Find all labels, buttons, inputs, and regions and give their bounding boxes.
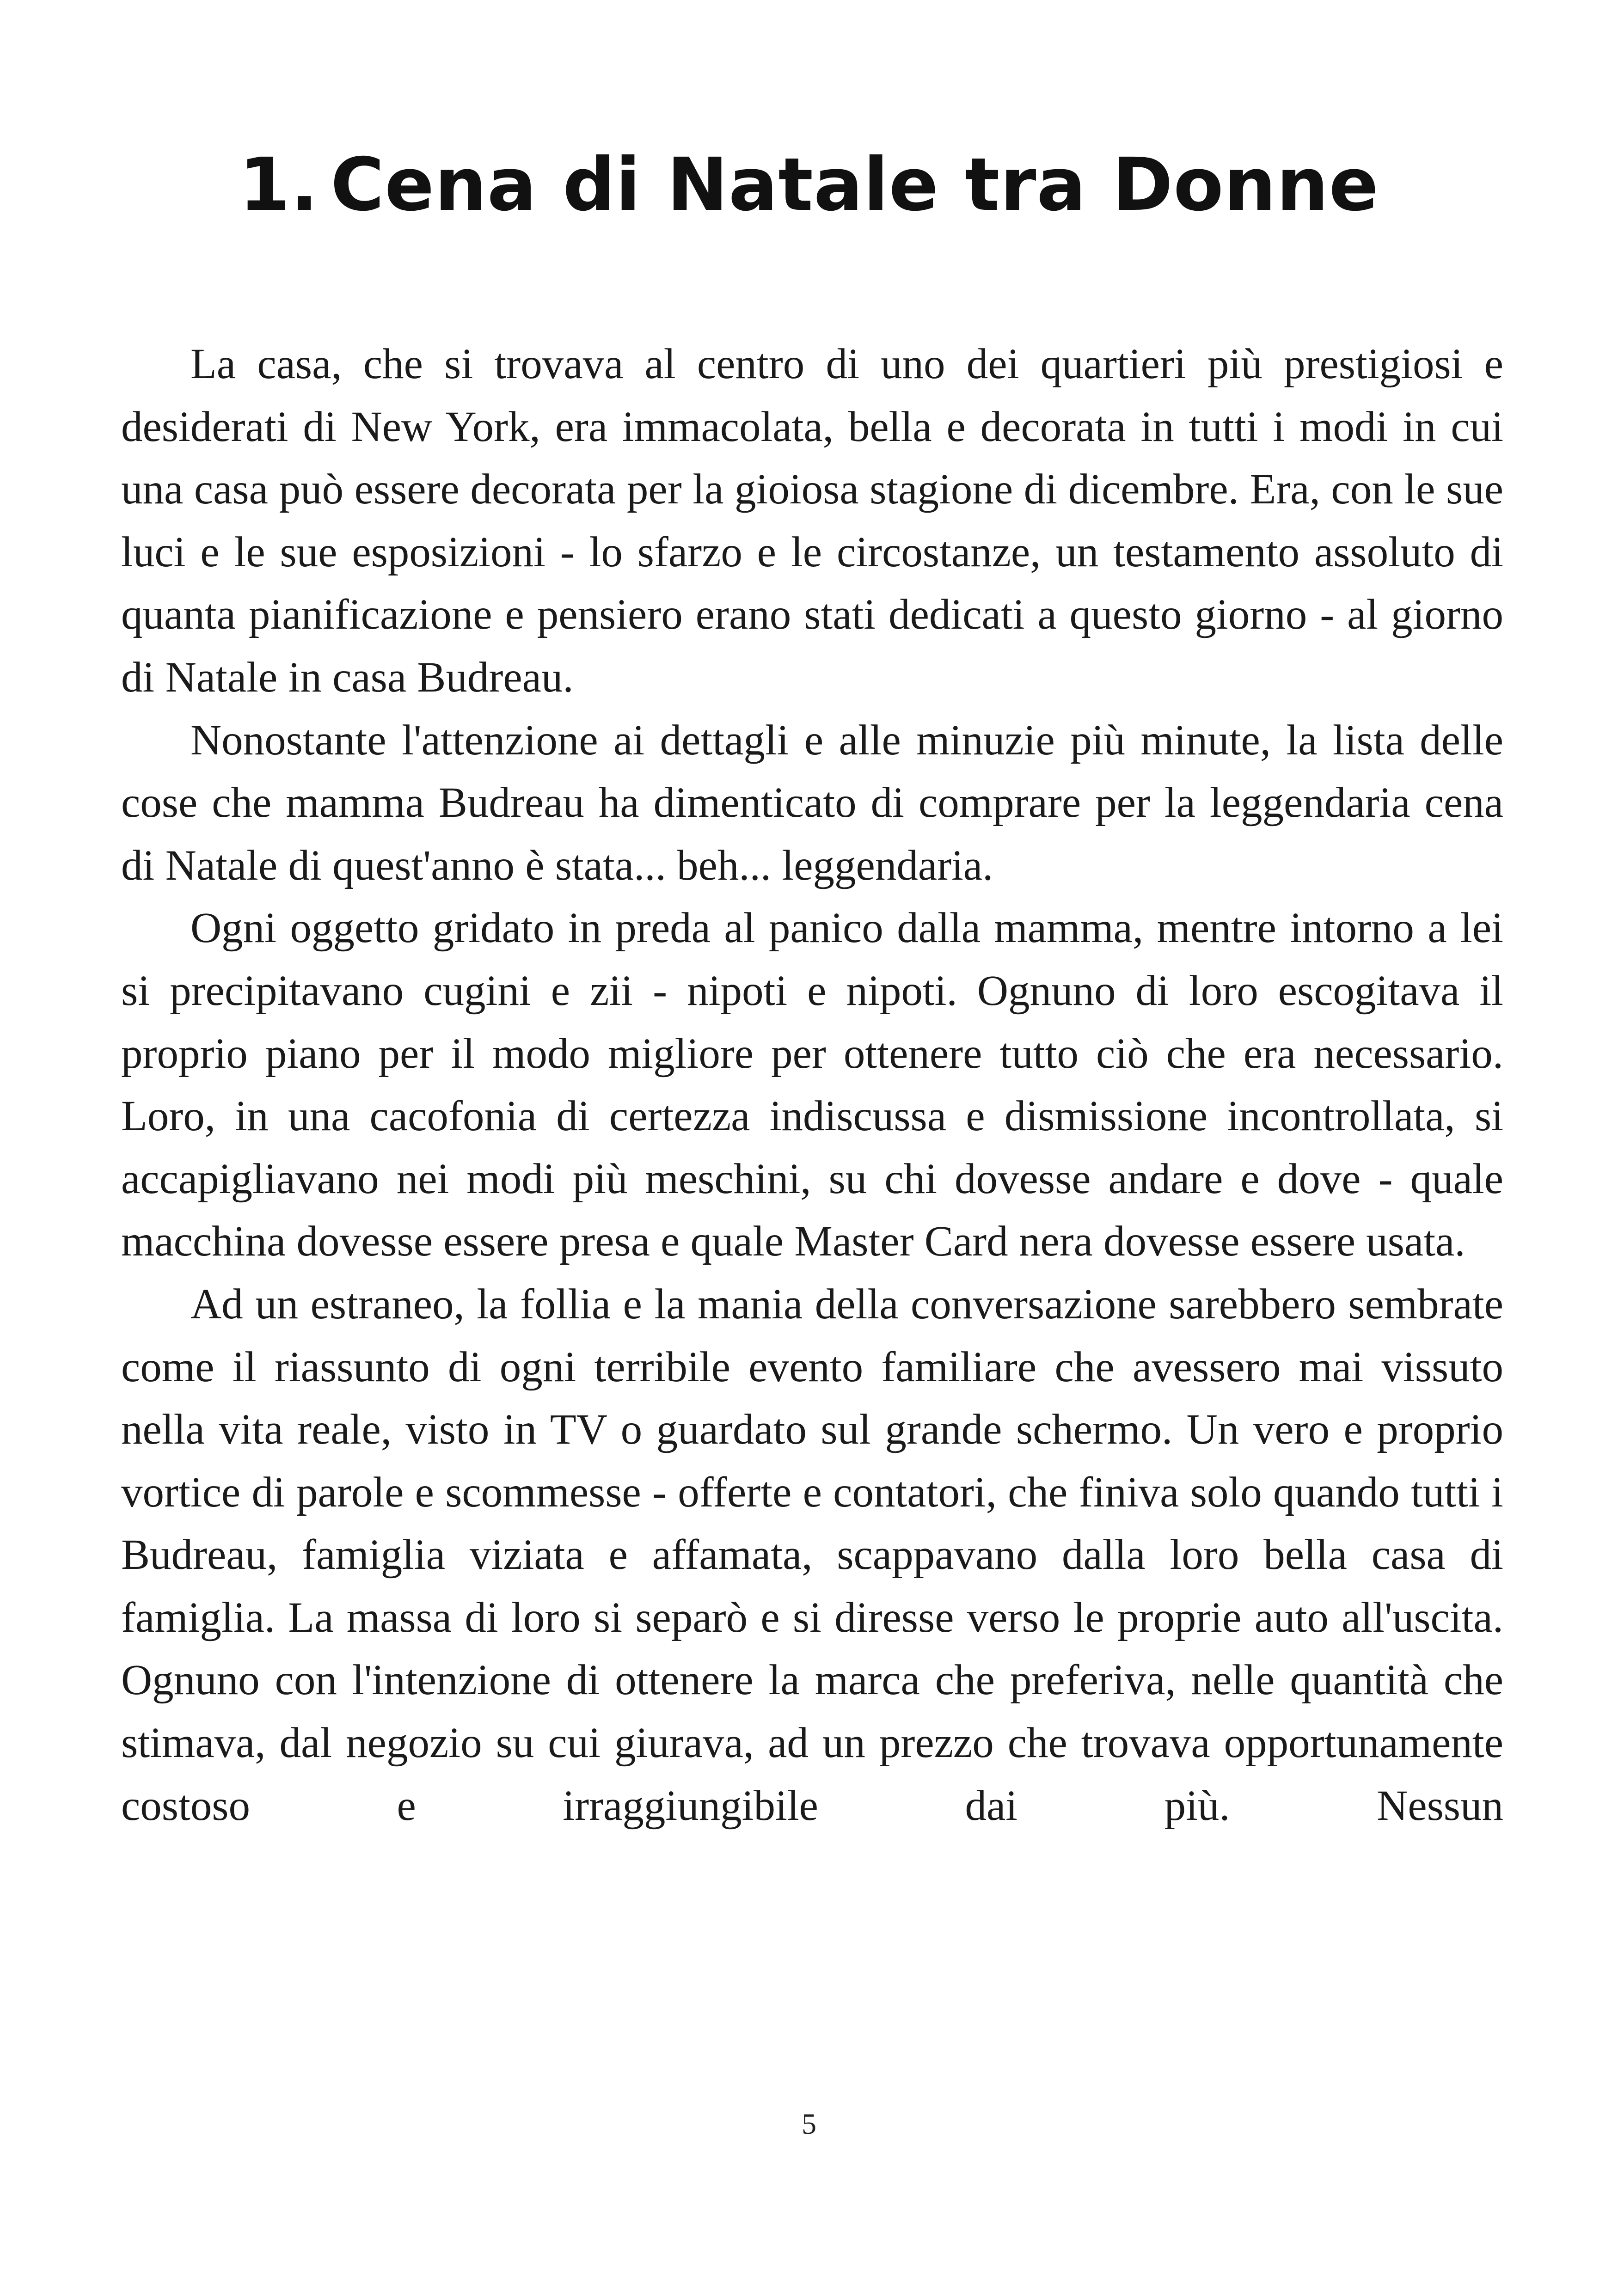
body-text	[121, 333, 1503, 1837]
paragraph: Nonostante l'attenzione ai dettagli e alle minuzie più minute, la lista delle cose che mamma Budreau ha dimenticato di comprare per la leggendaria cena di Natale di quest'anno è stata... beh... leggendaria.	[121, 716, 1503, 889]
paragraph: Ad un estraneo, la follia e la mania della conversazione sarebbero sembrate come il riassunto di ogni terribile evento familiare che avessero mai vissuto nella vita reale, visto in TV o guardato sul grande schermo. Un vero e proprio vortice di parole e scommesse - offerte e contatori, che finiva solo quando tutti i Budreau, famiglia viziata e affamata, scappavano dalla loro bella casa di famiglia. La massa di loro si separò e si diresse verso le proprie auto all'uscita. Ognuno con l'intenzione di ottenere la marca che preferiva, nelle quantità che stimava, dal negozio su cui giurava, ad un prezzo che trovava opportunamente costoso e irraggiungibile dai più. Nessun	[121, 1280, 1503, 1830]
chapter-title	[0, 139, 1618, 231]
paragraph: La casa, che si trovava al centro di uno dei quartieri più prestigiosi e desiderati di New York, era immacolata, bella e decorata in tutti i modi in cui una casa può essere decorata per la gioiosa stagione di dicembre. Era, con le sue luci e le sue esposizioni - lo sfarzo e le circostanze, un testamento assoluto di quanta pianificazione e pensiero erano stati dedicati a questo giorno - al giorno di Natale in casa Budreau.	[121, 340, 1503, 701]
chapter-title-text: Cena di Natale tra Donne	[331, 142, 1379, 227]
paragraph: Ogni oggetto gridato in preda al panico dalla mamma, mentre intorno a lei si precipitavano cugini e zii - nipoti e nipoti. Ognuno di loro escogitava il proprio piano per il modo migliore per ottenere tutto ciò che era necessario. Loro, in una cacofonia di certezza indiscussa e dismissione incontrollata, si accapigliavano nei modi più meschini, su chi dovesse andare e dove - quale macchina dovesse essere presa e quale Master Card nera dovesse essere usata.	[121, 904, 1503, 1266]
page-number: 5	[802, 2107, 816, 2140]
chapter-number: 1.	[239, 142, 319, 227]
